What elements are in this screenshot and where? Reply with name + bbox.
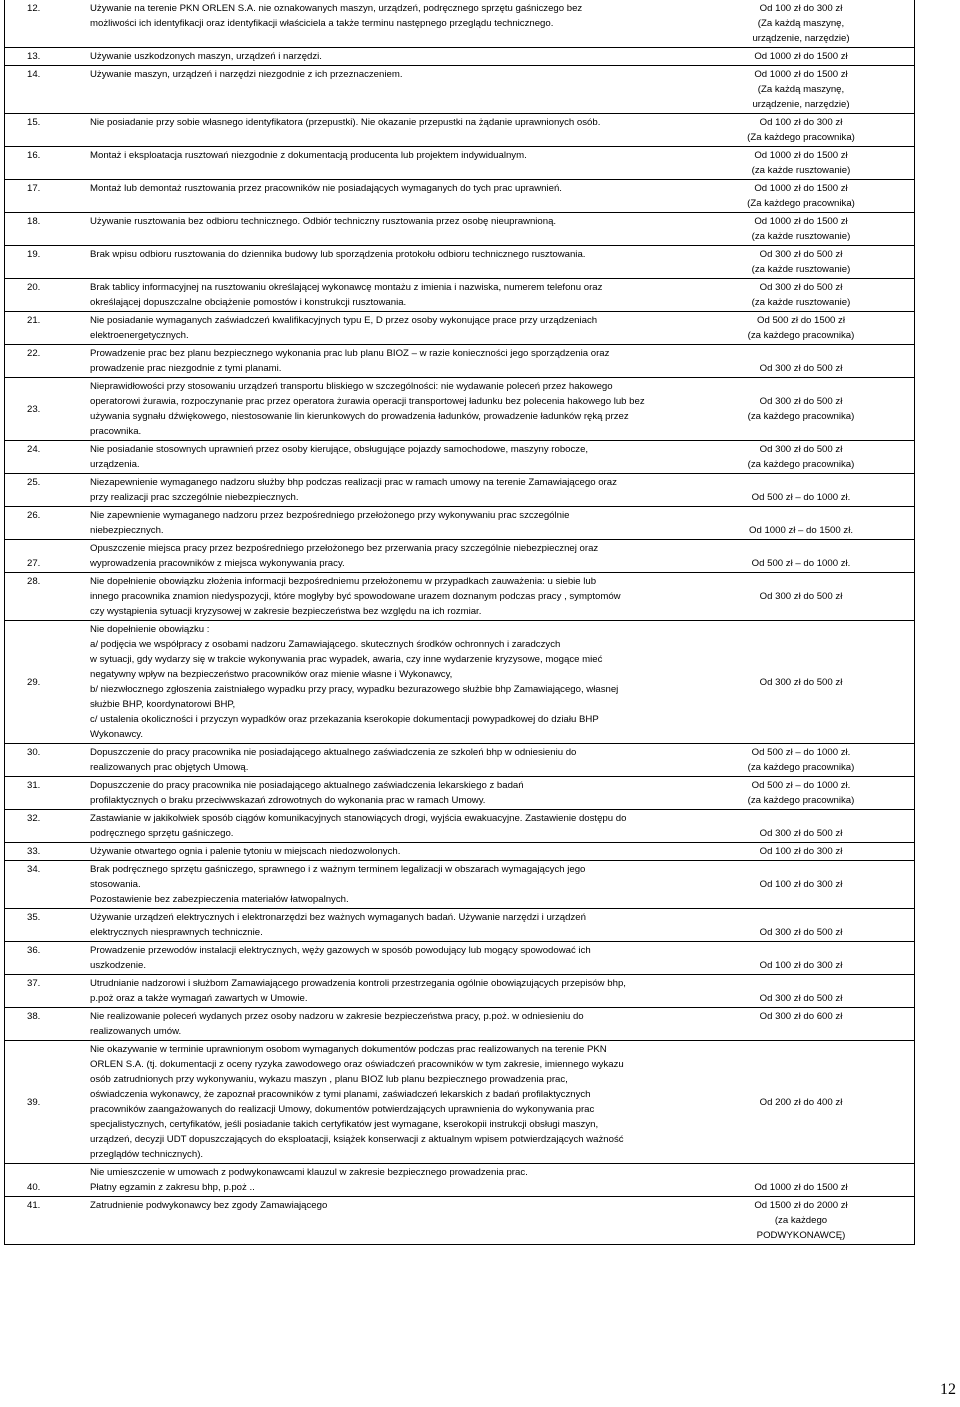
table-row [5, 1008, 915, 1041]
fine-amount [723, 312, 915, 345]
description-line: Używanie otwartego ognia i palenie tytoniu w miejscach niedozwolonych. [90, 846, 401, 857]
fine-amount [723, 213, 915, 246]
violation-description [84, 1164, 723, 1197]
fine-line: Od 500 zł – do 1000 zł. [751, 492, 851, 503]
fine-amount [723, 279, 915, 312]
fine-line: Od 500 zł – do 1000 zł. [751, 558, 851, 569]
table-row [5, 540, 915, 573]
description-line: realizowanych prac objętych Umową. [90, 762, 249, 773]
description-line: Nie okazywanie w terminie uprawnionym osobom wymaganych dokumentów podczas prac realizowanych na terenie PKN [90, 1044, 607, 1055]
violation-description [84, 213, 723, 246]
description-line: Montaż i eksploatacja rusztowań niezgodnie z dokumentacją producenta lub projektem indywidualnym. [90, 150, 527, 161]
fine-line: (za każde rusztowanie) [751, 231, 851, 242]
table-row [5, 1197, 915, 1245]
fine-line: Od 300 zł do 500 zł [759, 993, 843, 1004]
item-number: 25. [5, 474, 85, 507]
description-line: profilaktycznych o braku przeciwwskazań zdrowotnych do wykonania prac w ramach Umowy. [90, 795, 486, 806]
table-row [5, 114, 915, 147]
description-line: specjalistycznych, certyfikatów, jeśli posiadanie takich certyfikatów jest wymagane, kserokopii instrukcji obsługi maszyn, [90, 1119, 599, 1130]
table-row [5, 312, 915, 345]
description-line: Dopuszczenie do pracy pracownika nie posiadającego aktualnego zaświadczenia lekarskiego z badań [90, 780, 524, 791]
item-number: 33. [5, 843, 85, 861]
fine-line: (za każdego pracownika) [747, 411, 855, 422]
description-line: Utrudnianie nadzorowi i służbom Zamawiającego prowadzenia kontroli przestrzegania ogólnie obowiązujących przepisów bhp, [90, 978, 626, 989]
item-number: 20. [5, 279, 85, 312]
violation-description [84, 147, 723, 180]
item-number: 41. [5, 1197, 85, 1245]
fine-line: Od 300 zł do 500 zł [759, 676, 843, 688]
fine-line: Od 1000 zł do 1500 zł [754, 150, 848, 161]
violation-description [84, 1041, 723, 1164]
fine-amount [723, 744, 915, 777]
item-number: 34. [5, 861, 85, 909]
table-row [5, 441, 915, 474]
description-line: Montaż lub demontaż rusztowania przez pracowników nie posiadających wymaganych do tych prac uprawnień. [90, 183, 562, 194]
fine-amount [723, 0, 915, 48]
fine-line: (Za każdego pracownika) [747, 132, 855, 143]
item-number: 36. [5, 942, 85, 975]
item-number: 32. [5, 810, 85, 843]
description-line: p.poż oraz a także wymagań zawartych w Umowie. [90, 993, 308, 1004]
description-line: a/ podjęcia we współpracy z osobami nadzoru Zamawiającego. skutecznych środków ochronnych i zaradczych [90, 639, 561, 650]
description-line: Wykonawcy. [90, 729, 144, 740]
description-line: Nie posiadanie stosownych uprawnień przez osoby kierujące, obsługujące pojazdy samochodowe, maszyny robocze, [90, 444, 589, 455]
violation-description [84, 573, 723, 621]
description-line: Używanie urządzeń elektrycznych i elektronarzędzi bez ważnych wymaganych badań. Używanie narzędzi i urządzeń [90, 912, 586, 923]
penalty-table [4, 0, 915, 1245]
fine-line: Od 500 zł – do 1000 zł. [751, 780, 851, 791]
description-line: urządzenia. [90, 459, 140, 470]
item-number: 21. [5, 312, 85, 345]
fine-line: (za każdego pracownika) [747, 762, 855, 773]
description-line: Prowadzenie przewodów instalacji elektrycznych, węży gazowych w sposób powodujący lub mogący spowodować ich [90, 945, 591, 956]
fine-amount [723, 246, 915, 279]
description-line: b/ niezwłocznego zgłoszenia zaistniałego wypadku przy pracy, wypadku bezurazowego służbie bhp Zamawiającego, własnej [90, 684, 619, 695]
fine-line: Od 1000 zł do 1500 zł [754, 69, 848, 80]
fine-line: Od 300 zł do 500 zł [759, 927, 843, 938]
description-line: podręcznego sprzętu gaśniczego. [90, 828, 234, 839]
item-number: 40. [5, 1164, 85, 1197]
item-number: 19. [5, 246, 85, 279]
table-row [5, 246, 915, 279]
description-line: niebezpiecznych. [90, 525, 164, 536]
item-number: 22. [5, 345, 85, 378]
table-row [5, 0, 915, 48]
fine-line: PODWYKONAWCĘ) [756, 1230, 846, 1241]
fine-line: (za każde rusztowanie) [751, 165, 851, 176]
table-row [5, 621, 915, 744]
fine-line: (za każdego [774, 1215, 828, 1226]
description-line: osób zatrudnionych przy wykonywaniu, wykazu maszyn , planu BIOZ lub planu bezpiecznego prowadzenia prac, [90, 1074, 568, 1085]
description-line: urządzeń, decyzji UDT dopuszczających do eksploatacji, książek konserwacji z aktualnym wpisem potwierdzających ważność [90, 1134, 624, 1145]
item-number: 14. [5, 66, 85, 114]
fine-line: Od 300 zł do 500 zł [759, 828, 843, 839]
fine-amount [723, 573, 915, 621]
fine-line: Od 300 zł do 500 zł [759, 249, 843, 260]
description-line: Zatrudnienie podwykonawcy bez zgody Zamawiającego [90, 1200, 328, 1211]
description-line: operatorowi żurawia, rozpoczynanie prac przez operatora żurawia operacji transportowej ładunku bez polecenia hakowego lub bez [90, 396, 645, 407]
table-row [5, 345, 915, 378]
fine-amount [723, 975, 915, 1008]
table-row [5, 180, 915, 213]
fine-line: (za każdego pracownika) [747, 330, 855, 341]
fine-line: Od 300 zł do 500 zł [759, 591, 843, 602]
description-line: innego pracownika znamion niedyspozycji, które mogłyby być spowodowane urazem doznanym podczas pracy , symptomów [90, 591, 621, 602]
item-number: 12. [5, 0, 85, 48]
fine-amount [723, 345, 915, 378]
violation-description [84, 843, 723, 861]
fine-amount [723, 942, 915, 975]
description-line: c/ ustalenia okoliczności i przyczyn wypadków oraz przekazania kserokopie dokumentacji powypadkowej do działu BHP [90, 714, 599, 725]
fine-line: Od 1000 zł do 1500 zł [754, 51, 848, 62]
fine-amount [723, 147, 915, 180]
fine-line: Od 300 zł do 600 zł [759, 1011, 843, 1022]
fine-amount [723, 540, 915, 573]
description-line: Brak tablicy informacyjnej na rusztowaniu określającej wykonawcę montażu z imienia i nazwiska, numerem telefonu oraz [90, 282, 603, 293]
item-number: 38. [5, 1008, 85, 1041]
fine-amount [723, 180, 915, 213]
violation-description [84, 48, 723, 66]
violation-description [84, 180, 723, 213]
item-number: 29. [5, 621, 85, 744]
description-line: pracownika. [90, 426, 142, 437]
table-row [5, 507, 915, 540]
item-number: 18. [5, 213, 85, 246]
fine-line: Od 500 zł – do 1000 zł. [751, 747, 851, 758]
description-line: czy wystąpienia sytuacji kryzysowej w zakresie bezpieczeństwa bez względu na ich rozmiar. [90, 606, 482, 617]
fine-amount [723, 909, 915, 942]
violation-description [84, 777, 723, 810]
item-number: 24. [5, 441, 85, 474]
description-line: Nie umieszczenie w umowach z podwykonawcami klauzul w zakresie bezpiecznego prowadzenia prac. [90, 1167, 528, 1178]
fine-amount [723, 1041, 915, 1164]
fine-line: Od 100 zł do 300 zł [759, 117, 843, 128]
violation-description [84, 378, 723, 441]
item-number: 30. [5, 744, 85, 777]
description-line: Używanie na terenie PKN ORLEN S.A. nie oznakowanych maszyn, urządzeń, podręcznego sprzętu gaśniczego bez [90, 3, 583, 14]
description-line: Nie zapewnienie wymaganego nadzoru przez bezpośredniego przełożonego przy wykonywaniu prac szczególnie [90, 510, 570, 521]
fine-line: (Za każdą maszynę, [757, 84, 845, 95]
violation-description [84, 1008, 723, 1041]
item-number: 15. [5, 114, 85, 147]
table-row [5, 975, 915, 1008]
description-line: Nie dopełnienie obowiązku : [90, 624, 210, 635]
table-row [5, 573, 915, 621]
violation-description [84, 1197, 723, 1245]
table-row [5, 843, 915, 861]
table-row [5, 378, 915, 441]
violation-description [84, 810, 723, 843]
fine-amount [723, 378, 915, 441]
description-line: służbie BHP, koordynatorowi BHP, [90, 699, 236, 710]
table-row [5, 942, 915, 975]
table-row [5, 909, 915, 942]
fine-amount [723, 66, 915, 114]
description-line: Pozostawienie bez zabezpieczenia materiałów łatwopalnych. [90, 894, 349, 905]
fine-line: urządzenie, narzędzie) [752, 99, 850, 110]
fine-amount [723, 48, 915, 66]
item-number: 28. [5, 573, 85, 621]
description-line: negatywny wpływ na bezpieczeństwo pracowników oraz mienie własne i Wykonawcy, [90, 669, 453, 680]
table-row [5, 279, 915, 312]
fine-amount [723, 843, 915, 861]
violation-description [84, 312, 723, 345]
description-line: Prowadzenie prac bez planu bezpiecznego wykonania prac lub planu BIOZ – w razie konieczności jego sporządzenia oraz [90, 348, 610, 359]
fine-line: Od 300 zł do 500 zł [759, 282, 843, 293]
fine-amount [723, 810, 915, 843]
fine-line: Od 1000 zł – do 1500 zł. [748, 525, 853, 536]
fine-line: Od 300 zł do 500 zł [759, 396, 843, 407]
fine-amount [723, 441, 915, 474]
description-line: Nie posiadanie wymaganych zaświadczeń kwalifikacyjnych typu E, D przez osoby wykonujące prace przy urządzeniach [90, 315, 598, 326]
fine-line: Od 1000 zł do 1500 zł [754, 216, 848, 227]
item-number: 27. [5, 540, 85, 573]
penalty-table-body [5, 0, 915, 1245]
fine-line: (Za każdą maszynę, [757, 18, 845, 29]
table-row [5, 213, 915, 246]
description-line: używania sygnału dźwiękowego, niestosowanie lin kierunkowych do prowadzenia ładunków, prowadzenie ładunków ręką przez [90, 411, 629, 422]
fine-amount [723, 777, 915, 810]
fine-line: (za każde rusztowanie) [751, 264, 851, 275]
table-row [5, 777, 915, 810]
violation-description [84, 621, 723, 744]
description-line: Nie realizowanie poleceń wydanych przez osoby nadzoru w zakresie bezpieczeństwa pracy, p.poż. w odniesieniu do [90, 1011, 584, 1022]
fine-line: Od 100 zł do 300 zł [759, 960, 843, 971]
description-line: Używanie maszyn, urządzeń i narzędzi niezgodnie z ich przeznaczeniem. [90, 69, 403, 80]
violation-description [84, 975, 723, 1008]
description-line: Opuszczenie miejsca pracy przez bezpośredniego przełożonego bez przerwania pracy szczególnie niebezpiecznej oraz [90, 543, 599, 554]
description-line: uszkodzenie. [90, 960, 146, 971]
violation-description [84, 909, 723, 942]
table-row [5, 474, 915, 507]
description-line: Nie posiadanie przy sobie własnego identyfikatora (przepustki). Nie okazanie przepustki na żądanie uprawnionych osób. [90, 117, 601, 128]
violation-description [84, 474, 723, 507]
fine-amount [723, 474, 915, 507]
violation-description [84, 345, 723, 378]
item-number: 13. [5, 48, 85, 66]
fine-amount [723, 1008, 915, 1041]
page-number: 12 [940, 1381, 956, 1398]
description-line: Dopuszczenie do pracy pracownika nie posiadającego aktualnego zaświadczenia ze szkoleń bhp w odniesieniu do [90, 747, 577, 758]
violation-description [84, 246, 723, 279]
violation-description [84, 441, 723, 474]
description-line: realizowanych umów. [90, 1026, 182, 1037]
description-line: Brak wpisu odbioru rusztowania do dziennika budowy lub sporządzenia protokołu odbioru technicznego rusztowania. [90, 249, 586, 260]
description-line: wyprowadzenia pracowników z miejsca wykonywania pracy. [90, 558, 345, 569]
fine-line: urządzenie, narzędzie) [752, 33, 850, 44]
fine-amount [723, 507, 915, 540]
violation-description [84, 0, 723, 48]
item-number: 26. [5, 507, 85, 540]
fine-line: Od 1500 zł do 2000 zł [754, 1200, 848, 1211]
item-number: 37. [5, 975, 85, 1008]
fine-amount [723, 114, 915, 147]
fine-amount [723, 861, 915, 909]
item-number: 23. [5, 378, 85, 441]
table-row [5, 147, 915, 180]
description-line: prowadzenie prac niezgodnie z tymi planami. [90, 363, 282, 374]
fine-amount [723, 1164, 915, 1197]
description-line: Używanie uszkodzonych maszyn, urządzeń i narzędzi. [90, 51, 322, 62]
description-line: Brak podręcznego sprzętu gaśniczego, sprawnego i z ważnym terminem legalizacji w obszarach wymagających jego [90, 864, 586, 875]
table-row [5, 48, 915, 66]
item-number: 35. [5, 909, 85, 942]
description-line: elektroenergetycznych. [90, 330, 189, 341]
violation-description [84, 861, 723, 909]
description-line: ORLEN S.A. (tj. dokumentacji z oceny ryzyka zawodowego oraz oświadczeń pracowników w tym zakresie, imiennego wykazu [90, 1059, 624, 1070]
violation-description [84, 744, 723, 777]
description-line: Płatny egzamin z zakresu bhp, p.poż .. [90, 1182, 255, 1193]
fine-line: Od 1000 zł do 1500 zł [754, 1182, 848, 1193]
fine-line: Od 500 zł do 1500 zł [756, 315, 845, 326]
fine-amount [723, 621, 915, 744]
table-row [5, 861, 915, 909]
description-line: przy realizacji prac szczególnie niebezpiecznych. [90, 492, 299, 503]
description-line: Używanie rusztowania bez odbioru technicznego. Odbiór techniczny rusztowania przez osobę nieuprawnioną. [90, 216, 557, 227]
description-line: elektrycznych niesprawnych technicznie. [90, 927, 263, 938]
description-line: Niezapewnienie wymaganego nadzoru służby bhp podczas realizacji prac w ramach umowy na terenie Zamawiającego oraz [90, 477, 617, 488]
table-row [5, 66, 915, 114]
table-row [5, 810, 915, 843]
description-line: oświadczenia wykonawcy, że zapoznał pracowników z tymi planami, zaświadczeń lekarskich z badań profilaktycznych [90, 1089, 591, 1100]
description-line: przeglądów technicznych). [90, 1149, 204, 1160]
item-number: 31. [5, 777, 85, 810]
violation-description [84, 942, 723, 975]
item-number: 16. [5, 147, 85, 180]
fine-amount [723, 1197, 915, 1245]
description-line: Nie dopełnienie obowiązku złożenia informacji bezpośredniemu przełożonemu w przypadkach zauważenia: u siebie lub [90, 576, 597, 587]
fine-line: Od 100 zł do 300 zł [759, 846, 843, 857]
fine-line: Od 300 zł do 500 zł [759, 363, 843, 374]
table-row [5, 744, 915, 777]
violation-description [84, 279, 723, 312]
violation-description [84, 114, 723, 147]
table-row [5, 1164, 915, 1197]
item-number: 39. [5, 1041, 85, 1164]
description-line: Zastawianie w jakikolwiek sposób ciągów komunikacyjnych stanowiących drogi, wyjścia ewakuacyjne. Zastawienie dostępu do [90, 813, 627, 824]
fine-line: Od 200 zł do 400 zł [759, 1096, 843, 1108]
description-line: Nieprawidłowości przy stosowaniu urządzeń transportu bliskiego w szczególności: nie wydawanie poleceń przez hakowego [90, 381, 613, 392]
description-line: pracowników zaangażowanych do realizacji Umowy, dokumentów potwierdzających uprawnienia do wykonywania prac [90, 1104, 595, 1115]
fine-line: Od 300 zł do 500 zł [759, 444, 843, 455]
description-line: możliwości ich identyfikacji oraz identyfikacji właściciela a także terminu następnego przeglądu technicznego. [90, 18, 554, 29]
fine-line: Od 1000 zł do 1500 zł [754, 183, 848, 194]
fine-line: Od 100 zł do 300 zł [759, 3, 843, 14]
description-line: określającej dopuszczalne obciążenie pomostów i konstrukcji rusztowania. [90, 297, 407, 308]
violation-description [84, 66, 723, 114]
table-row [5, 1041, 915, 1164]
description-line: stosowania. [90, 879, 141, 890]
description-line: w sytuacji, gdy wydarzy się w trakcie wykonywania prac wypadek, awaria, czy inne wydarzenie kryzysowe, mogące mieć [90, 654, 603, 665]
fine-line: (za każdego pracownika) [747, 795, 855, 806]
fine-line: Od 100 zł do 300 zł [759, 879, 843, 890]
fine-line: (Za każdego pracownika) [747, 198, 855, 209]
item-number: 17. [5, 180, 85, 213]
violation-description [84, 540, 723, 573]
violation-description [84, 507, 723, 540]
fine-line: (za każde rusztowanie) [751, 297, 851, 308]
fine-line: (za każdego pracownika) [747, 459, 855, 470]
